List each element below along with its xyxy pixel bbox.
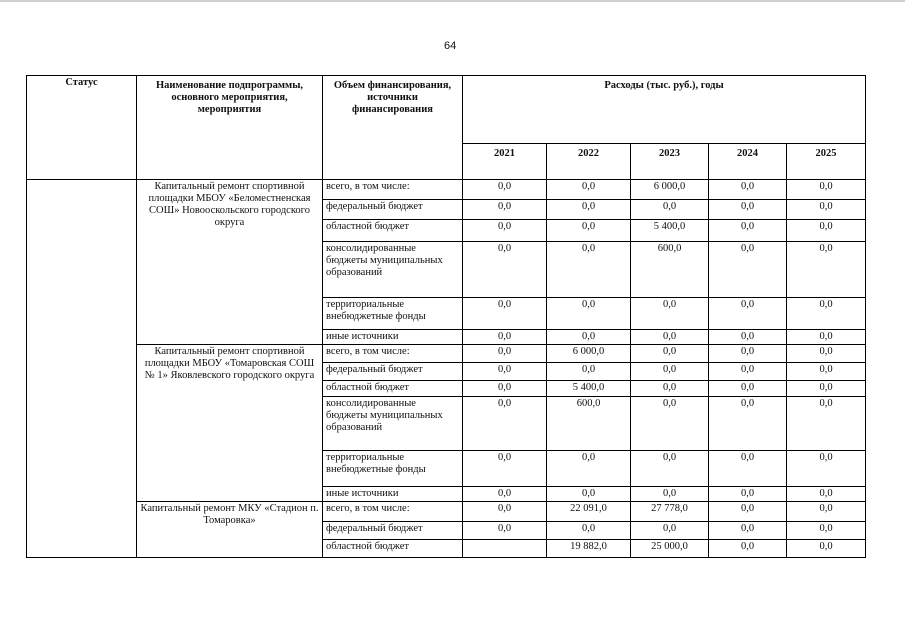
amount-cell: 22 091,0 <box>547 502 631 522</box>
amount-cell: 0,0 <box>463 381 547 397</box>
amount-cell: 0,0 <box>787 345 866 363</box>
scan-edge <box>0 0 905 2</box>
table-row <box>27 345 866 363</box>
amount-cell: 0,0 <box>631 381 709 397</box>
amount-cell: 19 882,0 <box>547 540 631 558</box>
amount-cell: 0,0 <box>463 522 547 540</box>
amount-cell: 0,0 <box>547 522 631 540</box>
table-body <box>27 180 866 558</box>
amount-cell: 0,0 <box>547 487 631 502</box>
amount-cell: 0,0 <box>547 363 631 381</box>
funding-source-cell: областной бюджет <box>323 540 463 558</box>
event-name-cell: Капитальный ремонт спортивной площадки МБОУ «Томаровская СОШ № 1» Яковлевского городского округа <box>137 345 323 502</box>
status-cell <box>27 180 137 558</box>
amount-cell: 0,0 <box>787 522 866 540</box>
table-row <box>27 502 866 522</box>
amount-cell: 0,0 <box>787 180 866 200</box>
header-year: 2023 <box>631 144 709 180</box>
amount-cell: 0,0 <box>547 451 631 487</box>
amount-cell: 6 000,0 <box>631 180 709 200</box>
amount-cell: 0,0 <box>709 345 787 363</box>
amount-cell: 0,0 <box>631 330 709 345</box>
amount-cell: 0,0 <box>787 242 866 298</box>
amount-cell: 0,0 <box>787 363 866 381</box>
amount-cell: 0,0 <box>709 487 787 502</box>
amount-cell: 600,0 <box>547 397 631 451</box>
header-name: Наименование подпрограммы, основного мероприятия, мероприятия <box>137 76 323 180</box>
amount-cell: 0,0 <box>547 242 631 298</box>
amount-cell: 0,0 <box>463 363 547 381</box>
header-year: 2024 <box>709 144 787 180</box>
amount-cell: 0,0 <box>709 220 787 242</box>
funding-source-cell: территориальные внебюджетные фонды <box>323 451 463 487</box>
amount-cell: 0,0 <box>463 220 547 242</box>
amount-cell <box>463 540 547 558</box>
amount-cell: 0,0 <box>547 180 631 200</box>
funding-source-cell: федеральный бюджет <box>323 522 463 540</box>
amount-cell: 0,0 <box>463 242 547 298</box>
header-status: Статус <box>27 76 137 180</box>
amount-cell: 0,0 <box>787 330 866 345</box>
amount-cell: 0,0 <box>787 298 866 330</box>
budget-table <box>26 75 866 558</box>
funding-source-cell: территориальные внебюджетные фонды <box>323 298 463 330</box>
funding-source-cell: иные источники <box>323 330 463 345</box>
funding-source-cell: иные источники <box>323 487 463 502</box>
amount-cell: 0,0 <box>631 397 709 451</box>
amount-cell: 0,0 <box>463 298 547 330</box>
amount-cell: 0,0 <box>463 200 547 220</box>
amount-cell: 0,0 <box>709 200 787 220</box>
amount-cell: 0,0 <box>787 540 866 558</box>
amount-cell: 0,0 <box>631 487 709 502</box>
amount-cell: 0,0 <box>709 363 787 381</box>
funding-source-cell: областной бюджет <box>323 220 463 242</box>
amount-cell: 0,0 <box>709 451 787 487</box>
amount-cell: 27 778,0 <box>631 502 709 522</box>
amount-cell: 0,0 <box>787 220 866 242</box>
amount-cell: 0,0 <box>547 330 631 345</box>
funding-source-cell: всего, в том числе: <box>323 502 463 522</box>
amount-cell: 0,0 <box>631 345 709 363</box>
funding-source-cell: всего, в том числе: <box>323 180 463 200</box>
amount-cell: 5 400,0 <box>547 381 631 397</box>
amount-cell: 0,0 <box>463 397 547 451</box>
amount-cell: 0,0 <box>709 381 787 397</box>
amount-cell: 0,0 <box>709 502 787 522</box>
amount-cell: 600,0 <box>631 242 709 298</box>
amount-cell: 25 000,0 <box>631 540 709 558</box>
header-year: 2022 <box>547 144 631 180</box>
header-year: 2025 <box>787 144 866 180</box>
funding-source-cell: консолидированные бюджеты муниципальных образований <box>323 397 463 451</box>
amount-cell: 0,0 <box>787 502 866 522</box>
amount-cell: 5 400,0 <box>631 220 709 242</box>
amount-cell: 0,0 <box>709 540 787 558</box>
amount-cell: 0,0 <box>463 451 547 487</box>
amount-cell: 0,0 <box>547 200 631 220</box>
funding-source-cell: консолидированные бюджеты муниципальных образований <box>323 242 463 298</box>
funding-source-cell: областной бюджет <box>323 381 463 397</box>
amount-cell: 0,0 <box>463 180 547 200</box>
amount-cell: 0,0 <box>709 180 787 200</box>
funding-source-cell: федеральный бюджет <box>323 200 463 220</box>
amount-cell: 0,0 <box>463 345 547 363</box>
amount-cell: 0,0 <box>709 330 787 345</box>
amount-cell: 0,0 <box>631 363 709 381</box>
event-name-cell: Капитальный ремонт МКУ «Стадион п. Томаровка» <box>137 502 323 558</box>
amount-cell: 0,0 <box>787 397 866 451</box>
amount-cell: 0,0 <box>709 298 787 330</box>
amount-cell: 0,0 <box>463 487 547 502</box>
event-name-cell: Капитальный ремонт спортивной площадки МБОУ «Беломестненская СОШ» Новооскольского городского округа <box>137 180 323 345</box>
amount-cell: 0,0 <box>547 298 631 330</box>
amount-cell: 0,0 <box>709 522 787 540</box>
amount-cell: 0,0 <box>463 502 547 522</box>
amount-cell: 0,0 <box>631 200 709 220</box>
amount-cell: 0,0 <box>709 397 787 451</box>
amount-cell: 0,0 <box>547 220 631 242</box>
amount-cell: 0,0 <box>631 522 709 540</box>
table-row <box>27 180 866 200</box>
amount-cell: 0,0 <box>463 330 547 345</box>
header-expenses: Расходы (тыс. руб.), годы <box>463 76 866 144</box>
funding-source-cell: федеральный бюджет <box>323 363 463 381</box>
header-volume: Объем финансирования, источники финансирования <box>323 76 463 180</box>
funding-source-cell: всего, в том числе: <box>323 345 463 363</box>
amount-cell: 0,0 <box>631 298 709 330</box>
amount-cell: 0,0 <box>787 381 866 397</box>
amount-cell: 0,0 <box>787 451 866 487</box>
amount-cell: 0,0 <box>787 487 866 502</box>
amount-cell: 0,0 <box>631 451 709 487</box>
page-number: 64 <box>444 40 457 52</box>
header-year: 2021 <box>463 144 547 180</box>
amount-cell: 0,0 <box>709 242 787 298</box>
amount-cell: 6 000,0 <box>547 345 631 363</box>
amount-cell: 0,0 <box>787 200 866 220</box>
